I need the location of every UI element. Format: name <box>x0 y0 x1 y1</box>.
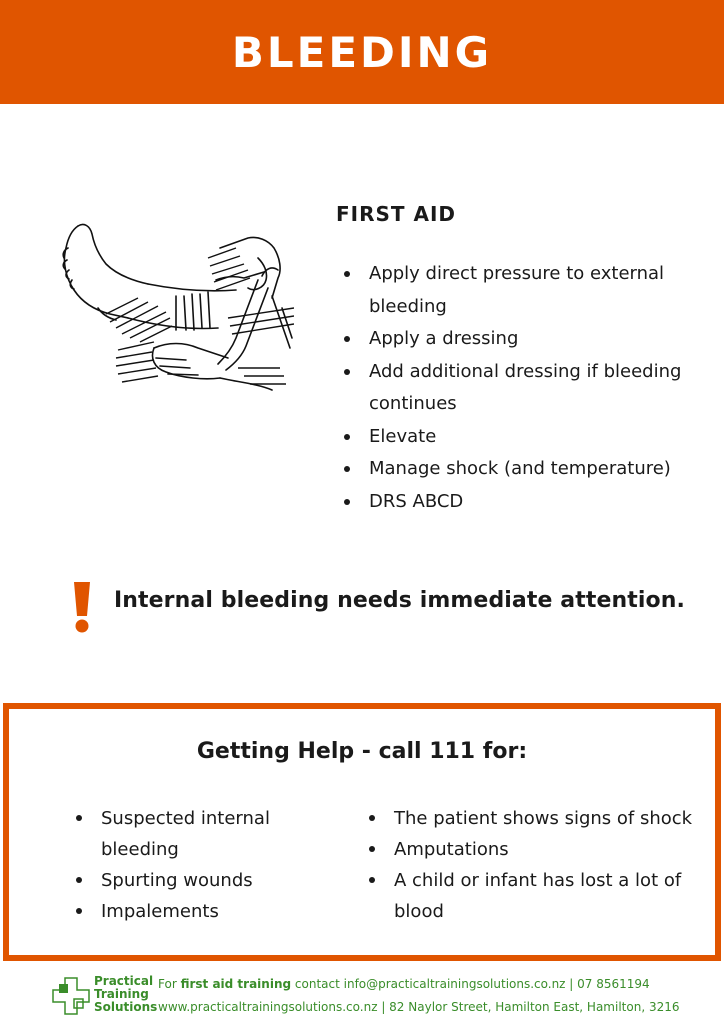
help-list-right <box>367 803 707 927</box>
footer-prefix: For <box>158 977 181 991</box>
list-item: Spurting wounds <box>74 865 334 896</box>
list-item: Add additional dressing if bleeding continues <box>342 356 714 421</box>
logo-line: Practical <box>94 974 154 988</box>
exclamation-icon <box>70 582 94 634</box>
list-item: Manage shock (and temperature) <box>342 453 714 486</box>
footer-contact-details: contact info@practicaltrainingsolutions.co.nz | 07 8561194 <box>291 977 650 991</box>
list-item: Impalements <box>74 896 334 927</box>
first-aid-list <box>342 258 714 518</box>
first-aid-heading: FIRST AID <box>336 202 457 226</box>
page-title: BLEEDING <box>231 27 493 77</box>
internal-bleeding-alert: Internal bleeding needs immediate attention. <box>114 588 685 613</box>
logo-cross-icon <box>52 977 90 1015</box>
logo-line: Solutions <box>94 1000 158 1014</box>
bandaging-illustration <box>58 218 294 402</box>
list-item: Apply direct pressure to external bleeding <box>342 258 714 323</box>
getting-help-box <box>3 703 721 961</box>
footer-address-line: www.practicaltrainingsolutions.co.nz | 82 Naylor Street, Hamilton East, Hamilton, 3216 <box>158 1000 680 1014</box>
list-item: Elevate <box>342 421 714 454</box>
footer-contact-line <box>158 977 650 991</box>
footer-bold-text: first aid training <box>180 977 292 991</box>
logo-line: Training <box>94 987 149 1001</box>
list-item: Amputations <box>367 834 707 865</box>
header-banner <box>0 0 724 104</box>
list-item: A child or infant has lost a lot of blood <box>367 865 707 927</box>
help-list-left <box>74 803 334 927</box>
list-item: Suspected internal bleeding <box>74 803 334 865</box>
list-item: The patient shows signs of shock <box>367 803 707 834</box>
list-item: Apply a dressing <box>342 323 714 356</box>
list-item: DRS ABCD <box>342 486 714 519</box>
footer <box>0 970 724 1024</box>
logo-wordmark <box>94 975 157 1014</box>
getting-help-heading: Getting Help - call 111 for: <box>196 739 528 764</box>
